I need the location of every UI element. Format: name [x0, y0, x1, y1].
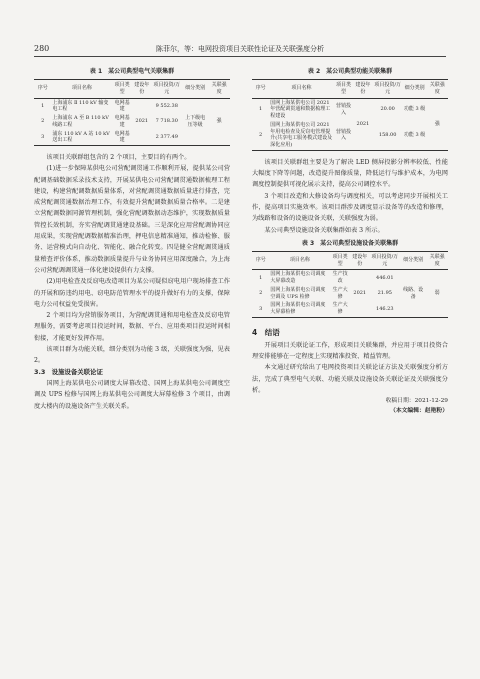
paragraph: (1)进一步保障某供电公司营配调贯通工作顺利开展，提供某公司营配调基础数据采录技术支持，开展某供电公司营配调贯通数据梳理工程建设，构建营配调数据质量体系，对营配调贯通数据质量进行排查，完成营配调贯通数据治理工作，有效提升营配调数据质量合格率。二是建立营配调数据同源管理机制，强化营配调数据动态维护，实现数据质量管控长效机制，夯实营配调贯通建设基础。三是深化应用营配调协同应用成果，实现营配调数据精准治理，押电信息精准通知，推动检修、服务、运营模式向自动化、智能化、融合化转变。四是健全营配调贯通质量稽查评价体系，推动数据质量提升与业务协同应用深度融合，为上海公司营配调调贯通一体化建设提供有力支撑。 — [34, 165, 230, 274]
table-cell: 电网基建 — [114, 99, 130, 113]
table-cell: 浦东 110 kV A 站 10 kV 送出工程 — [52, 130, 110, 144]
table-cell: 2 — [259, 131, 263, 138]
table-cell: 国网上海某供电公司 2021 年用电检查及反窃电管理提升(共享电工服务模式建设及深化应用) — [270, 121, 333, 148]
table2-header: 项目名称 — [269, 80, 334, 99]
paragraph: (2)用电检查及反窃电改造项目为某公司疑似窃电用户现场排查工作的开展和防违约用电、窃电防范管理水平的提升做好有力的支撑，保障电力公司权益免受损害。 — [34, 278, 230, 308]
table-cell: 上海浦东 A 至 B 110 kV 线路工程 — [52, 115, 109, 128]
page-number: 280 — [34, 44, 50, 53]
table1 — [34, 79, 230, 146]
table-cell: 营销投入 — [336, 102, 352, 116]
table1-header: 项目投资/万元 — [152, 80, 182, 99]
paragraph: 开展项目关联论证工作，形成项目关联集群，并应用于项目投资合理安排能够在一定程度上实现精准投资、精益管理。 — [252, 341, 448, 361]
table-cell: 营销投入 — [336, 128, 352, 142]
table-row — [252, 121, 448, 151]
table1-header: 关联强度 — [208, 80, 230, 99]
table3-header: 项目名称 — [269, 251, 330, 270]
table3-header: 建设年份 — [350, 251, 370, 270]
paragraph: 该项目群为功能关联，细分类别为功能 3 级，关联强度为强，见表 2。 — [34, 346, 230, 365]
table-cell: 1 — [41, 102, 45, 109]
table-cell: 功能 3 级 — [403, 131, 426, 138]
table-row — [34, 98, 230, 114]
table-cell: 9 552.38 — [155, 102, 178, 109]
table-cell: 2 — [259, 290, 263, 297]
table2-header: 序号 — [252, 80, 269, 99]
table-cell: 146.23 — [376, 305, 394, 312]
paragraph: 该项目关联群组主要是为了解决 LED 侧屏投影分辨率较低、性能大幅度下降等问题，改造提升图像质量，降低运行与维护成本，为电网调度控制提供可视化展示支持，提高公司调控水平。 — [252, 158, 448, 189]
table-cell: 2021 — [135, 118, 149, 125]
table-cell: 线路、设备 — [403, 286, 424, 300]
left-column — [34, 66, 230, 412]
table-cell: 1 — [259, 274, 263, 281]
table-cell: 生产大修 — [332, 302, 348, 316]
received-date: 收稿日期：2021-12-29 — [385, 398, 448, 405]
paragraph: 2 个项目均为营销服务项目，为营配调贯通和用电检查及反窃电管理服务，需要考虑项目投运时间，数据、平台、应用类项目投运时间相衔接，才能更好发挥作用。 — [34, 312, 230, 342]
table-cell: 3 — [259, 305, 263, 312]
paragraph: 某公司典型设施设备关联集群如表 3 所示。 — [264, 226, 384, 234]
table3-header: 关联强度 — [426, 251, 448, 270]
table-cell: 7 718.30 — [155, 118, 178, 125]
table-cell: 强 — [216, 118, 222, 125]
table-cell: 2021 — [353, 290, 367, 297]
table-cell: 2021 — [356, 120, 370, 127]
table1-header: 建设年份 — [132, 80, 152, 99]
table3-header: 项目类型 — [330, 251, 350, 270]
table1-header: 序号 — [34, 80, 51, 99]
table3-header: 项目投资/万元 — [370, 251, 400, 270]
table-cell: 生产技改 — [332, 271, 348, 285]
table-cell: 功能 3 级 — [403, 106, 426, 113]
paragraph: 该项目关联群组包含的 2 个项目，主要目的有两个。 — [46, 154, 191, 161]
table2-header: 项目投资/万元 — [373, 80, 403, 99]
header-rule — [34, 56, 446, 57]
table-row — [252, 270, 448, 286]
table-cell: 国网上海某供电公司调度大屏幕检修 — [270, 302, 326, 316]
table-cell: 上海浦东 Ⅱ 110 kV 输变电工程 — [52, 99, 109, 113]
running-head: 陈菲尔，等：电网投资项目关联性论证及关联强度分析 — [156, 45, 324, 53]
table3-header: 序号 — [252, 251, 269, 270]
table1-header: 项目名称 — [51, 80, 112, 99]
table-cell: 21.95 — [377, 290, 392, 297]
table-cell: 20.00 — [380, 106, 395, 113]
table-cell: 弱 — [434, 290, 440, 297]
table3-header: 细分类别 — [400, 251, 426, 270]
table-cell: 上下级电压等级 — [185, 115, 206, 128]
paragraph: 3 个项目改造和大修设备均与调度相关，可以考虑同步开展相关工作，提高项目实施效率。该项目群涉及调度显示设备等的改造和修理，为线路和设备的设施设备关联，关联强度为弱。 — [252, 192, 448, 223]
table-cell: 158.00 — [378, 131, 397, 138]
table-cell: 国网上海某供电公司调度空调及 UPS 检修 — [270, 286, 326, 300]
conclusion-heading: 4 结语 — [252, 327, 280, 337]
table3-caption: 表 3 某公司典型设施设备关联集群 — [301, 239, 399, 247]
right-column — [252, 66, 448, 416]
table-cell: 电网基建 — [114, 115, 130, 128]
table-cell: 3 — [41, 133, 45, 140]
table-cell: 2 377.49 — [155, 133, 178, 140]
table3 — [252, 251, 448, 318]
table1-caption: 表 1 某公司典型电气关联集群 — [89, 68, 175, 75]
table2-header: 建设年份 — [353, 80, 372, 99]
table2-header: 关联强度 — [426, 80, 448, 99]
table1-header: 项目类型 — [112, 80, 132, 99]
table-cell: 生产大修 — [332, 286, 348, 300]
table-cell: 电网基建 — [114, 130, 130, 144]
table-cell: 1 — [259, 106, 263, 113]
table1-header: 细分类别 — [182, 80, 208, 99]
table2-header: 细分类别 — [403, 80, 427, 99]
table-row — [252, 98, 448, 121]
editor-note: （本文编辑：赵艳粉） — [390, 408, 448, 415]
table-cell: 国网上海某供电公司 2021 年营配调贯通和数据梳理工程建设 — [270, 99, 331, 119]
paragraph: 本文通过研究给出了电网投资项目关联论证方法及关联强度分析方法，完成了典型电气关联、功能关联及设施设备关联论证及关联强度分析。 — [252, 364, 448, 395]
table-cell: 2 — [41, 118, 45, 125]
paragraph: 国网上海某供电公司调度大屏幕改造、国网上海某供电公司调度空调及 UPS 检修与国网上海某供电公司调度大屏幕检修 3 个项目，由调度大楼内的设施设备产生关联关系。 — [34, 379, 230, 410]
section-heading: 3.3 设施设备关联论证 — [34, 367, 103, 376]
table2-header: 项目类型 — [334, 80, 353, 99]
table-cell: 强 — [434, 120, 440, 127]
table-cell: 446.01 — [376, 274, 394, 281]
table2-caption: 表 2 某公司典型功能关联集群 — [307, 68, 393, 75]
table-cell: 国网上海某供电公司调度大屏幕改造 — [270, 271, 326, 285]
table2 — [252, 79, 448, 151]
